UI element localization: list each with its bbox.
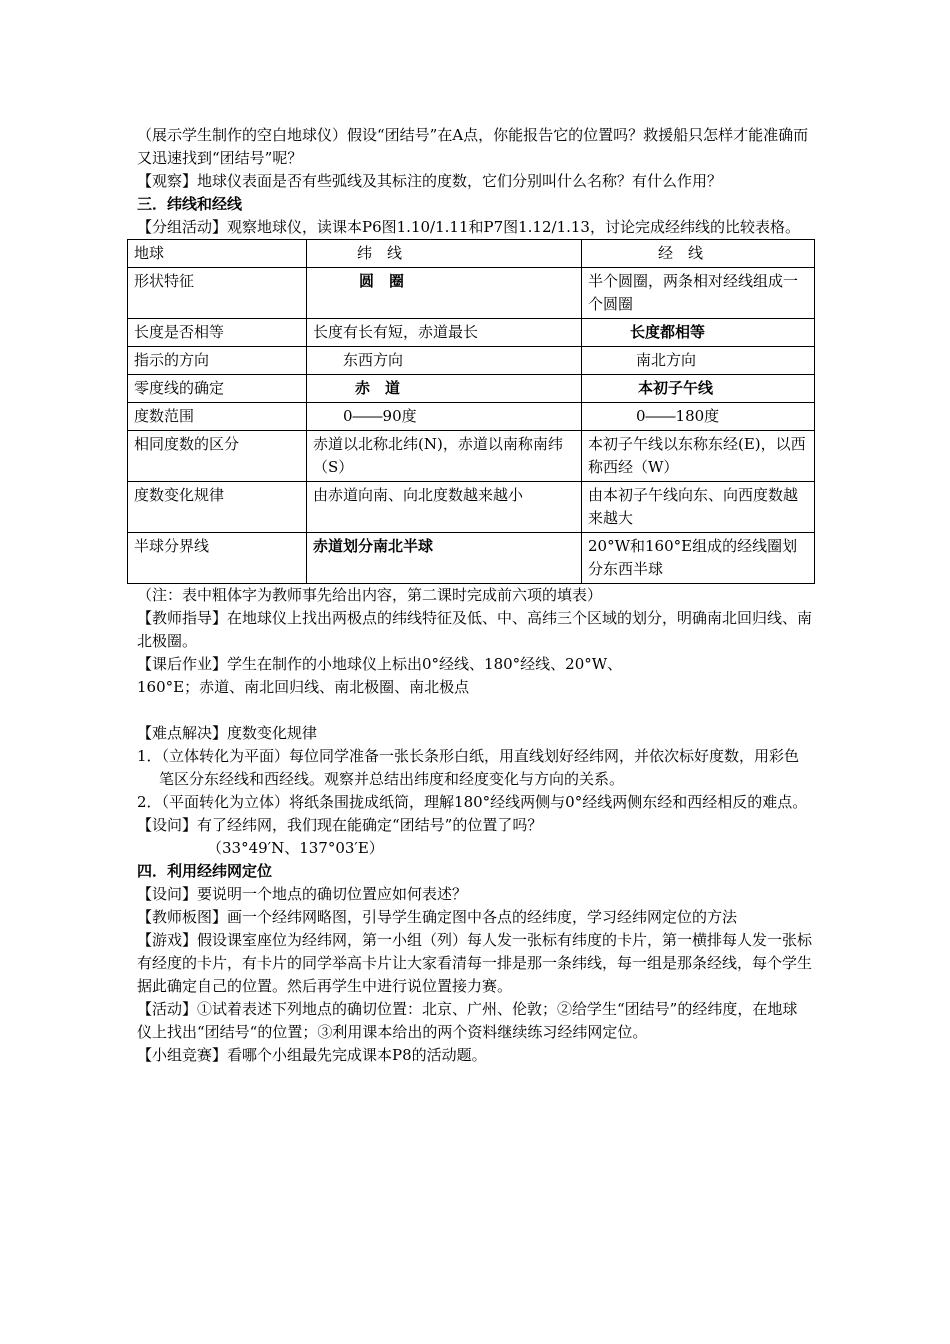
latitude-cell: 赤道划分南北半球 <box>307 533 582 584</box>
table-row <box>128 319 815 347</box>
homework-line-2: 160°E；赤道、南北回归线、南北极圈、南北极点 <box>137 678 470 696</box>
longitude-cell: 南北方向 <box>582 347 815 375</box>
latitude-cell: 长度有长有短，赤道最长 <box>307 319 582 347</box>
table-row <box>128 431 815 482</box>
table-row <box>128 403 815 431</box>
longitude-cell: 本初子午线 <box>582 375 815 403</box>
section-4-heading: 四．利用经纬网定位 <box>137 862 273 880</box>
group-activity-paragraph: 【分组活动】观察地球仪，读课本P6图1.10/1.11和P7图1.12/1.13，讨论完成经纬线的比较表格。 <box>137 218 800 236</box>
teacher-guide-paragraph: 【教师指导】在地球仪上找出两极点的纬线特征及低、中、高纬三个区域的划分，明确南北回归线、南北极圈。 <box>137 609 813 650</box>
row-label: 相同度数的区分 <box>128 431 307 482</box>
row-label: 半球分界线 <box>128 533 307 584</box>
table-row <box>128 268 815 319</box>
row-label: 度数范围 <box>128 403 307 431</box>
observe-paragraph: 【观察】地球仪表面是否有些弧线及其标注的度数，它们分别叫什么名称？有什么作用？ <box>137 172 723 190</box>
row-label: 指示的方向 <box>128 347 307 375</box>
latitude-cell: 赤 道 <box>307 375 582 403</box>
header-cell-longitude: 经 线 <box>582 240 815 268</box>
longitude-cell: 20°W和160°E组成的经线圈划分东西半球 <box>582 533 815 584</box>
header-cell-latitude: 纬 线 <box>307 240 582 268</box>
contest-paragraph: 【小组竞赛】看哪个小组最先完成课本P8的活动题。 <box>137 1046 487 1064</box>
table-row <box>128 482 815 533</box>
section-3-heading: 三．纬线和经线 <box>137 195 243 213</box>
table-row <box>128 533 815 584</box>
document-body <box>134 124 813 1067</box>
latitude-cell: 由赤道向南、向北度数越来越小 <box>307 482 582 533</box>
longitude-cell: 本初子午线以东称东经(E)，以西称西经（W） <box>582 431 815 482</box>
row-label: 形状特征 <box>128 268 307 319</box>
longitude-cell: 由本初子午线向东、向西度数越来越大 <box>582 482 815 533</box>
latitude-cell: 赤道以北称北纬(N)，赤道以南称南纬（S） <box>307 431 582 482</box>
table-row <box>128 347 815 375</box>
question-paragraph: 【设问】有了经纬网，我们现在能确定“团结号”的位置了吗？ <box>137 816 543 834</box>
difficulty-title: 【难点解决】度数变化规律 <box>137 724 318 742</box>
difficulty-item-1: 1．（立体转化为平面）每位同学准备一张长条形白纸，用直线划好经纬网，并依次标好度数，用彩色笔区分东经线和西经线。观察并总结出纬度和经度变化与方向的关系。 <box>137 747 800 788</box>
longitude-cell: 长度都相等 <box>582 319 815 347</box>
table-row <box>128 375 815 403</box>
header-cell-earth: 地球 <box>128 240 307 268</box>
latitude-cell: 0――90度 <box>307 403 582 431</box>
activity-paragraph: 【活动】①试着表述下列地点的确切位置：北京、广州、伦敦；②给学生“团结号”的经纬度，在地球仪上找出“团结号“的位置；③利用课本给出的两个资料继续练习经纬网定位。 <box>137 1000 798 1041</box>
latitude-cell: 东西方向 <box>307 347 582 375</box>
table-header-row <box>128 240 815 268</box>
latitude-cell: 圆 圈 <box>307 268 582 319</box>
question-paragraph-2: 【设问】要说明一个地点的确切位置应如何表述？ <box>137 885 468 903</box>
game-paragraph: 【游戏】假设课室座位为经纬网，第一小组（列）每人发一张标有纬度的卡片，第一横排每人发一张标有经度的卡片，有卡片的同学举高卡片让大家看清每一排是那一条纬线，每一组是那条经线，每个学生据此确定自己的位置。然后再学生中进行说位置接力赛。 <box>137 931 813 995</box>
blank-line <box>137 699 812 722</box>
row-label: 长度是否相等 <box>128 319 307 347</box>
board-drawing-paragraph: 【教师板图】画一个经纬网略图，引导学生确定图中各点的经纬度，学习经纬网定位的方法 <box>137 908 738 926</box>
latitude-longitude-comparison-table <box>127 239 815 584</box>
homework-line-1: 【课后作业】学生在制作的小地球仪上标出0°经线、180°经线、20°W、 <box>137 655 623 673</box>
row-label: 度数变化规律 <box>128 482 307 533</box>
intro-paragraph: （展示学生制作的空白地球仪）假设“团结号”在A点，你能报告它的位置吗？救援船只怎样才能准确而又迅速找到“团结号”呢？ <box>137 126 809 167</box>
coordinates-line: （33°49′N、137°03′E） <box>207 839 384 857</box>
longitude-cell: 半个圆圈，两条相对经线组成一个圆圈 <box>582 268 815 319</box>
table-note: （注：表中粗体字为教师事先给出内容，第二课时完成前六项的填表） <box>137 586 603 604</box>
row-label: 零度线的确定 <box>128 375 307 403</box>
difficulty-item-2: 2．（平面转化为立体）将纸条围拢成纸筒，理解180°经线两侧与0°经线两侧东经和西经相反的难点。 <box>137 793 808 811</box>
longitude-cell: 0――180度 <box>582 403 815 431</box>
